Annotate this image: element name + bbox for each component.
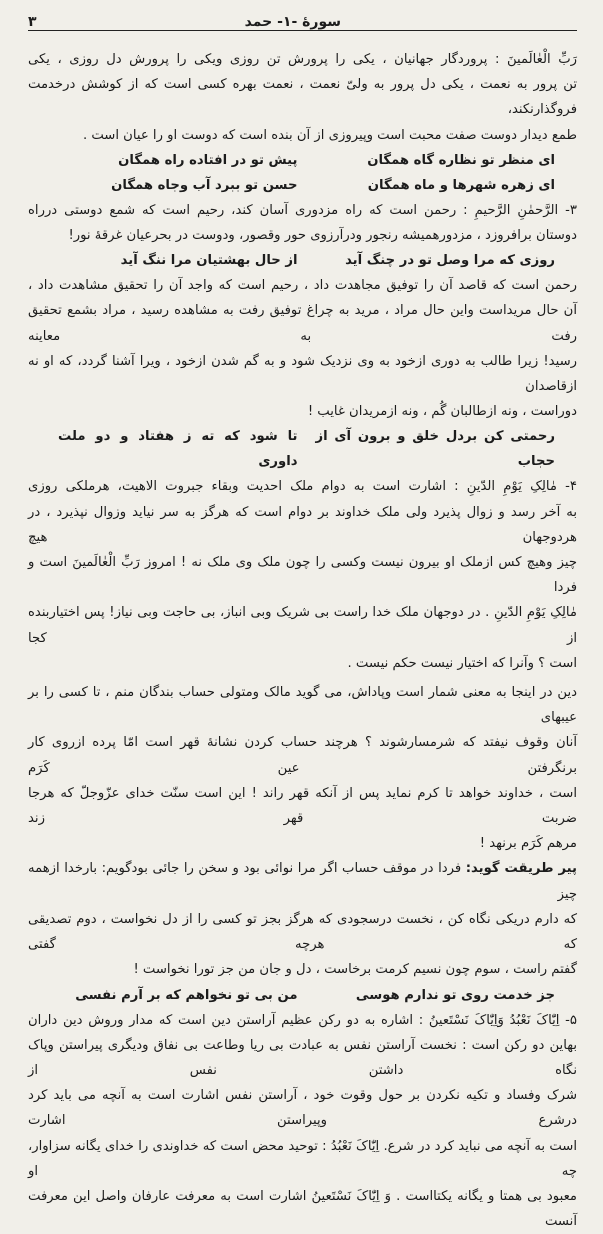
poem-verse [28,248,577,273]
text-line [28,651,577,676]
line-text: است ؟ وآنرا که اختیار نیست حکم نیست . [347,655,577,671]
line-text: به آخر رسد و زوال پذیرد ولی ملک خداوند بر دوام است که هرگز به سر نیاید وزوال نپذیرد ، در هردوجهان هیچ [28,504,577,545]
text-line [28,273,577,298]
line-text: فردا در موقف حساب اگر مرا نوائی بود و سخن را جائی بودگویم: بارخدا ازهمه چیز [28,861,577,902]
text-line [28,856,577,906]
text-line [28,957,577,982]
page-header [28,8,577,31]
line-text: دین در اینجا به معنی شمار است وپاداش، می گوید مالک ومتولی حساب بندگان منم ، تا کسی را بر عیبهای [28,685,577,726]
text-line [28,500,577,550]
text-line [28,730,577,780]
text-line [28,1008,577,1033]
text-line [28,1033,577,1083]
line-text: معبود بی همتا و یگانه یکتااست . وَ اِیّٰاکَ نَسْتَعینُ اشارت است به معرفت عارفان واصل این معرفت آنست [28,1188,577,1230]
line-text: مٰالِکِ یَوْمِ الدّینِ . در دوجهان ملک خدا راست بی شریک وبی انباز، بی حاجت وبی نیاز! پس اختیاربنده از کجا [28,605,577,646]
verse-hemistich: از حال بهشتیان مرا ننگ آید [120,253,298,269]
line-text: است به آنچه می نباید کرد در شرع. اِیّٰاکَ نَعْبُدُ : توحید محض است که خداوندی را خدای یگانه سزاوار، چه او [28,1138,577,1179]
line-text: تن پرور به نعمت ، یکی دل پرور به ولیّ نعمت ، نعمت بهره کسی است که از کوشش درخدمت فروگذارنکند، [28,77,577,118]
verse-hemistich: پیش تو در افتاده راه همگان [118,152,298,168]
text-line [28,907,577,957]
poem-verse [28,983,577,1008]
line-text: آن حال مریداست واین حال مراد ، مرید به چراغ توفیق رفت به مشاهده رسید ، مراد بشمع تحقیق رفت به معاینه [28,303,577,344]
line-text: ۴- مٰالِکِ یَوْمِ الدّینِ : اشارت است به دوام ملک احدیت وبقاء جبروت الاهیت، هرملکی روزی [28,479,577,495]
text-line [28,47,577,72]
line-text: چیز وهیچ کس ازملک او بیرون نیست وکسی را چون ملک وی ملک نه ! امروز رَبِّ الْعٰالَمینَ است و فردا [28,555,577,596]
verse-hemistich: من بی تو نخواهم که بر آرم نفسی [75,987,298,1003]
text-line [28,399,577,424]
line-text: دوراست ، ونه ازطالبان گُم ، ونه ازمریدان غایب ! [307,404,577,420]
verse-hemistich: رحمتی کن بردل خلق و برون آی از حجاب [315,429,555,470]
poem-verse [28,424,577,474]
page-body [28,47,577,1234]
text-line [28,680,577,730]
line-text: طمع دیدار دوست صفت محبت است وپیروزی از آن بنده است که دوست او را عیان است . [82,127,577,143]
text-line [28,223,577,248]
text-line [28,298,577,348]
line-text: بهاین دو رکن است : نخست آراستن نفس به عبادت بی ریا وطاعت بی نفاق ودیگری پیراستن وپاک نگاه داشتن نفس از [28,1037,577,1078]
line-text: آنان وقوف نیفتد که شرمسارشوند ؟ هرچند حساب کردن نشانهٔ قهر است امّا پرده ازروی کار برنگرفتن عین کَرَم [28,735,577,776]
verse-hemistich: روزی که مرا وصل تو در چنگ آید [345,253,555,269]
text-line [28,198,577,223]
text-line [28,474,577,499]
line-text: دوستان برافروزد ، مزدورهمیشه رنجور ودرآرزوی حور وقصور، ودوست در بحرعیان غرقهٔ نور! [68,228,577,244]
line-text: رَبِّ الْعٰالَمینَ : پروردگار جهانیان ، یکی را پرورش تن روزی ویکی را پرورش دل روزی ، یکی [28,52,577,67]
text-line [28,349,577,399]
text-line [28,831,577,856]
verse-hemistich: حسن تو ببرد آب وجاه همگان [111,177,298,193]
verse-hemistich: ای منظر تو نظاره گاه همگان [367,152,555,168]
line-text: که دارم دریکی نگاه کن ، نخست درسجودی که هرگز بجز تو کسی را از دل نخواست ، دوم تصدیقی که هرچه گفتی [28,911,577,953]
text-line [28,1083,577,1133]
poem-verse [28,148,577,198]
line-text: مرهم کَرَم برنهد ! [479,836,577,852]
text-line [28,600,577,650]
speaker-label: پیر طریقت گوید: [465,861,578,877]
line-text: ۵- اِیّٰاکَ نَعْبُدُ وَاِیّٰاکَ نَسْتَعینُ : اشاره به دو رکن عظیم آراستن دین است که مدار وروش دین داران [28,1012,577,1028]
verse-hemistich: تا شود که ته ز هفتاد و دو ملت داوری [58,429,298,470]
text-line [28,781,577,831]
line-text: است ، خداوند خواهد تا کرم نماید پس از آنکه قهر راند ! این است سنّت خدای عزّوجلّ که هرجا ضربت قهر زند [28,785,577,827]
line-text: رسید! زیرا طالب به دوری ازخود به وی نزدیک شود و به گم شدن ازخود ، ویرا آشنا گردد، که او نه ازقاصدان [28,353,577,395]
verse-hemistich: ای زهره شهرها و ماه همگان [367,177,555,193]
chapter-title: سورهٔ -۱- حمد [244,14,341,30]
text-line [28,550,577,600]
line-text: شرک وفساد و تکیه نکردن بر حول وقوت خود ، آراستن نفس اشارت است به آنچه می باید کرد درشرع وپیراستن اشارت [28,1088,577,1129]
line-text: رحمن است که قاصد آن را توفیق مجاهدت داد ، رحیم است که واجد آن را تحقیق مشاهدت داد ، [28,278,577,294]
text-line [28,1134,577,1184]
text-line [28,1184,577,1234]
verse-hemistich: جز خدمت روی تو ندارم هوسی [355,987,555,1003]
line-text: ۳- الرَّحمٰنِ الرَّحیمِ : رحمن است که راه مزدوری آسان کند، رحیم است که شمع دوستی درراه [28,202,577,218]
line-text: گفتم راست ، سوم چون نسیم کرمت برخاست ، دل و جان من جز تورا نخواست ! [133,962,577,978]
text-line [28,123,577,148]
text-line [28,72,577,122]
page-number: ۳ [28,14,37,30]
